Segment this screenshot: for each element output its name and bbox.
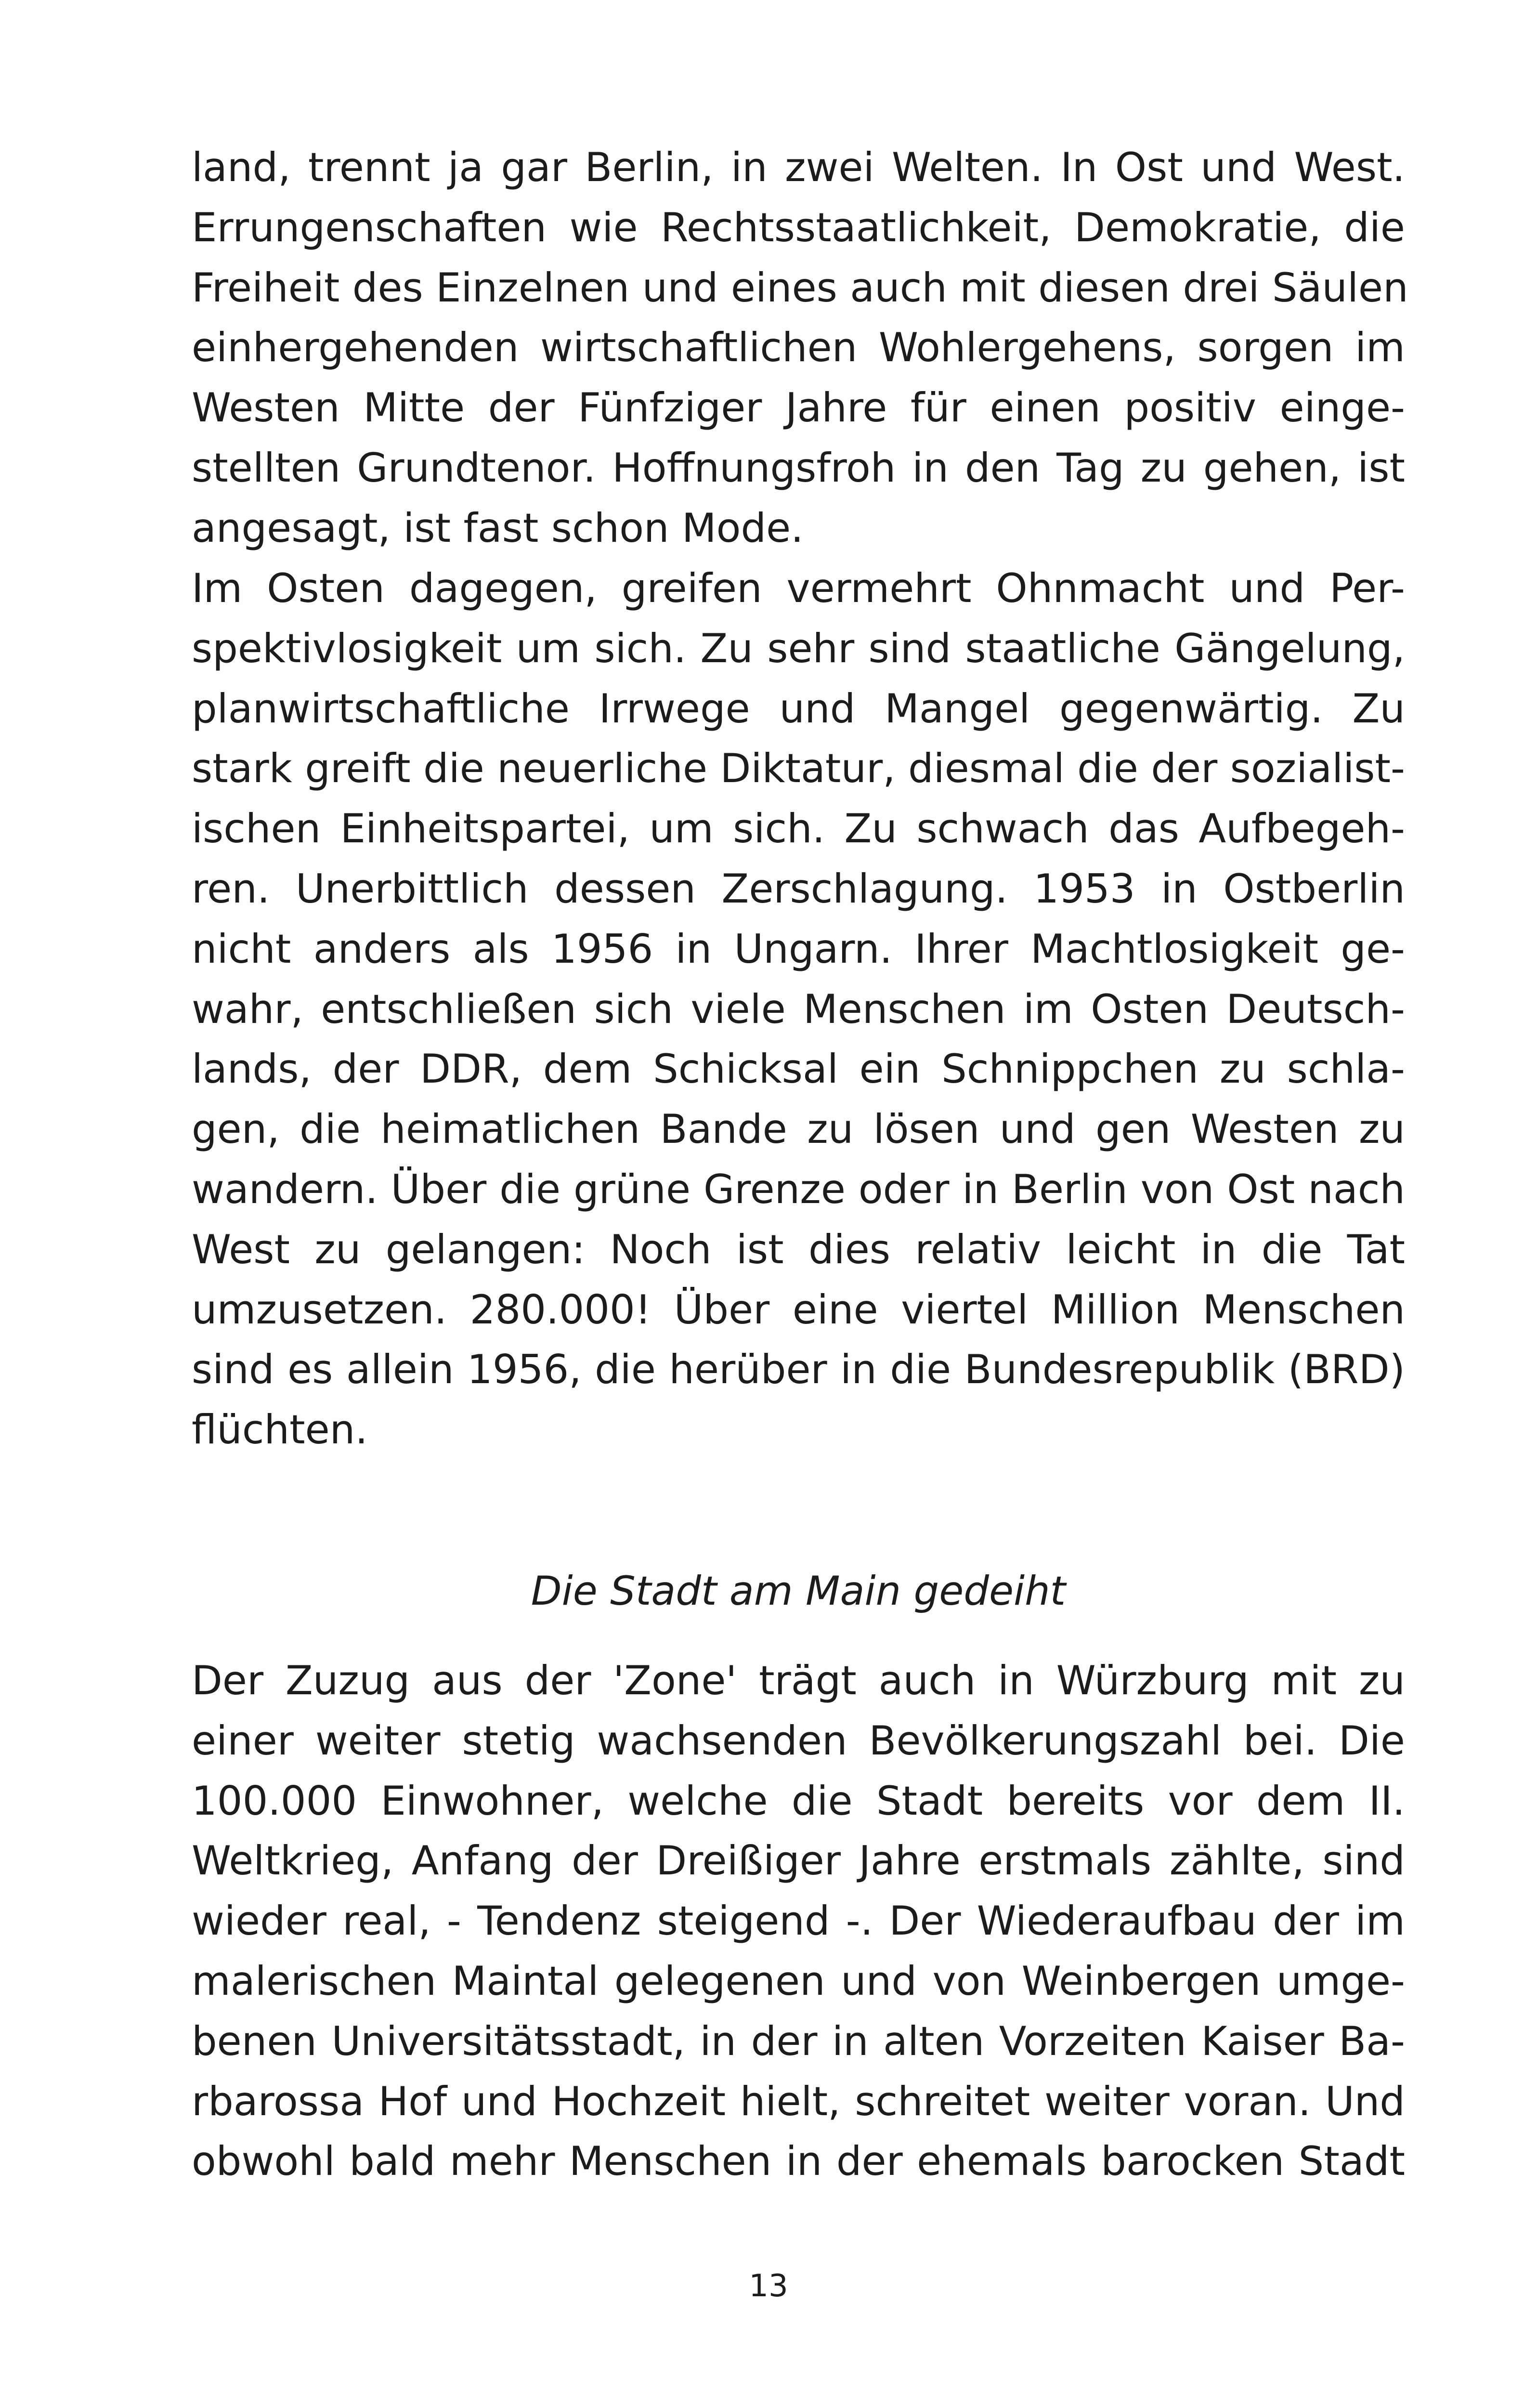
text-line: West zu gelangen: Noch ist dies relativ leicht in die Tat bbox=[192, 1226, 1405, 1273]
text-line: stark greift die neuerliche Diktatur, diesmal die der sozialist- bbox=[192, 745, 1405, 792]
text-line: spektivlosigkeit um sich. Zu sehr sind staatliche Gängelung, bbox=[192, 625, 1405, 672]
text-line: angesagt, ist fast schon Mode. bbox=[192, 504, 804, 551]
text-line: Westen Mitte der Fünfziger Jahre für einen positiv einge- bbox=[192, 384, 1405, 432]
text-line: Weltkrieg, Anfang der Dreißiger Jahre erstmals zählte, sind bbox=[192, 1837, 1405, 1885]
paragraph-1 bbox=[192, 138, 1408, 559]
text-line: obwohl bald mehr Menschen in der ehemals barocken Stadt bbox=[192, 2138, 1405, 2185]
text-line: rbarossa Hof und Hochzeit hielt, schreitet weiter voran. Und bbox=[192, 2078, 1405, 2125]
text-line: land, trennt ja gar Berlin, in zwei Welten. In Ost und West. bbox=[192, 144, 1405, 191]
text-line: Freiheit des Einzelnen und eines auch mit diesen drei Säulen bbox=[192, 264, 1408, 311]
section-title: Die Stadt am Main gedeiht bbox=[531, 1568, 1066, 1614]
paragraph-3 bbox=[192, 1651, 1405, 2192]
text-line: malerischen Maintal gelegenen und von Weinbergen umge- bbox=[192, 1957, 1405, 2004]
text-line: nicht anders als 1956 in Ungarn. Ihrer Machtlosigkeit ge- bbox=[192, 925, 1405, 972]
text-line: wandern. Über die grüne Grenze oder in Berlin von Ost nach bbox=[192, 1165, 1405, 1213]
text-line: Der Zuzug aus der 'Zone' trägt auch in Würzburg mit zu bbox=[192, 1657, 1405, 1704]
text-line: umzusetzen. 280.000! Über eine viertel Million Menschen bbox=[192, 1286, 1405, 1333]
text-line: flüchten. bbox=[192, 1406, 368, 1453]
paragraph-2 bbox=[192, 559, 1405, 1460]
text-line: stellten Grundtenor. Hoffnungsfroh in den Tag zu gehen, ist bbox=[192, 444, 1405, 491]
text-line: sind es allein 1956, die herüber in die Bundesrepublik (BRD) bbox=[192, 1346, 1405, 1393]
page-number: 13 bbox=[749, 2268, 788, 2304]
text-line: 100.000 Einwohner, welche die Stadt bereits vor dem II. bbox=[192, 1777, 1405, 1824]
text-line: Im Osten dagegen, greifen vermehrt Ohnmacht und Per- bbox=[192, 565, 1405, 612]
text-line: planwirtschaftliche Irrwege und Mangel gegenwärtig. Zu bbox=[192, 685, 1405, 732]
text-line: einer weiter stetig wachsenden Bevölkerungszahl bei. Die bbox=[192, 1717, 1405, 1764]
text-line: lands, der DDR, dem Schicksal ein Schnippchen zu schla- bbox=[192, 1046, 1405, 1093]
text-line: wahr, entschließen sich viele Menschen im Osten Deutsch- bbox=[192, 985, 1405, 1033]
text-line: ischen Einheitspartei, um sich. Zu schwach das Aufbegeh- bbox=[192, 805, 1405, 852]
text-line: ren. Unerbittlich dessen Zerschlagung. 1953 in Ostberlin bbox=[192, 865, 1405, 912]
text-line: einhergehenden wirtschaftlichen Wohlergehens, sorgen im bbox=[192, 324, 1405, 371]
text-line: wieder real, - Tendenz steigend -. Der Wiederaufbau der im bbox=[192, 1898, 1405, 1945]
text-line: Errungenschaften wie Rechtsstaatlichkeit, Demokratie, die bbox=[192, 204, 1405, 251]
text-line: benen Universitätsstadt, in der in alten Vorzeiten Kaiser Ba- bbox=[192, 2017, 1405, 2065]
text-line: gen, die heimatlichen Bande zu lösen und gen Westen zu bbox=[192, 1106, 1405, 1153]
